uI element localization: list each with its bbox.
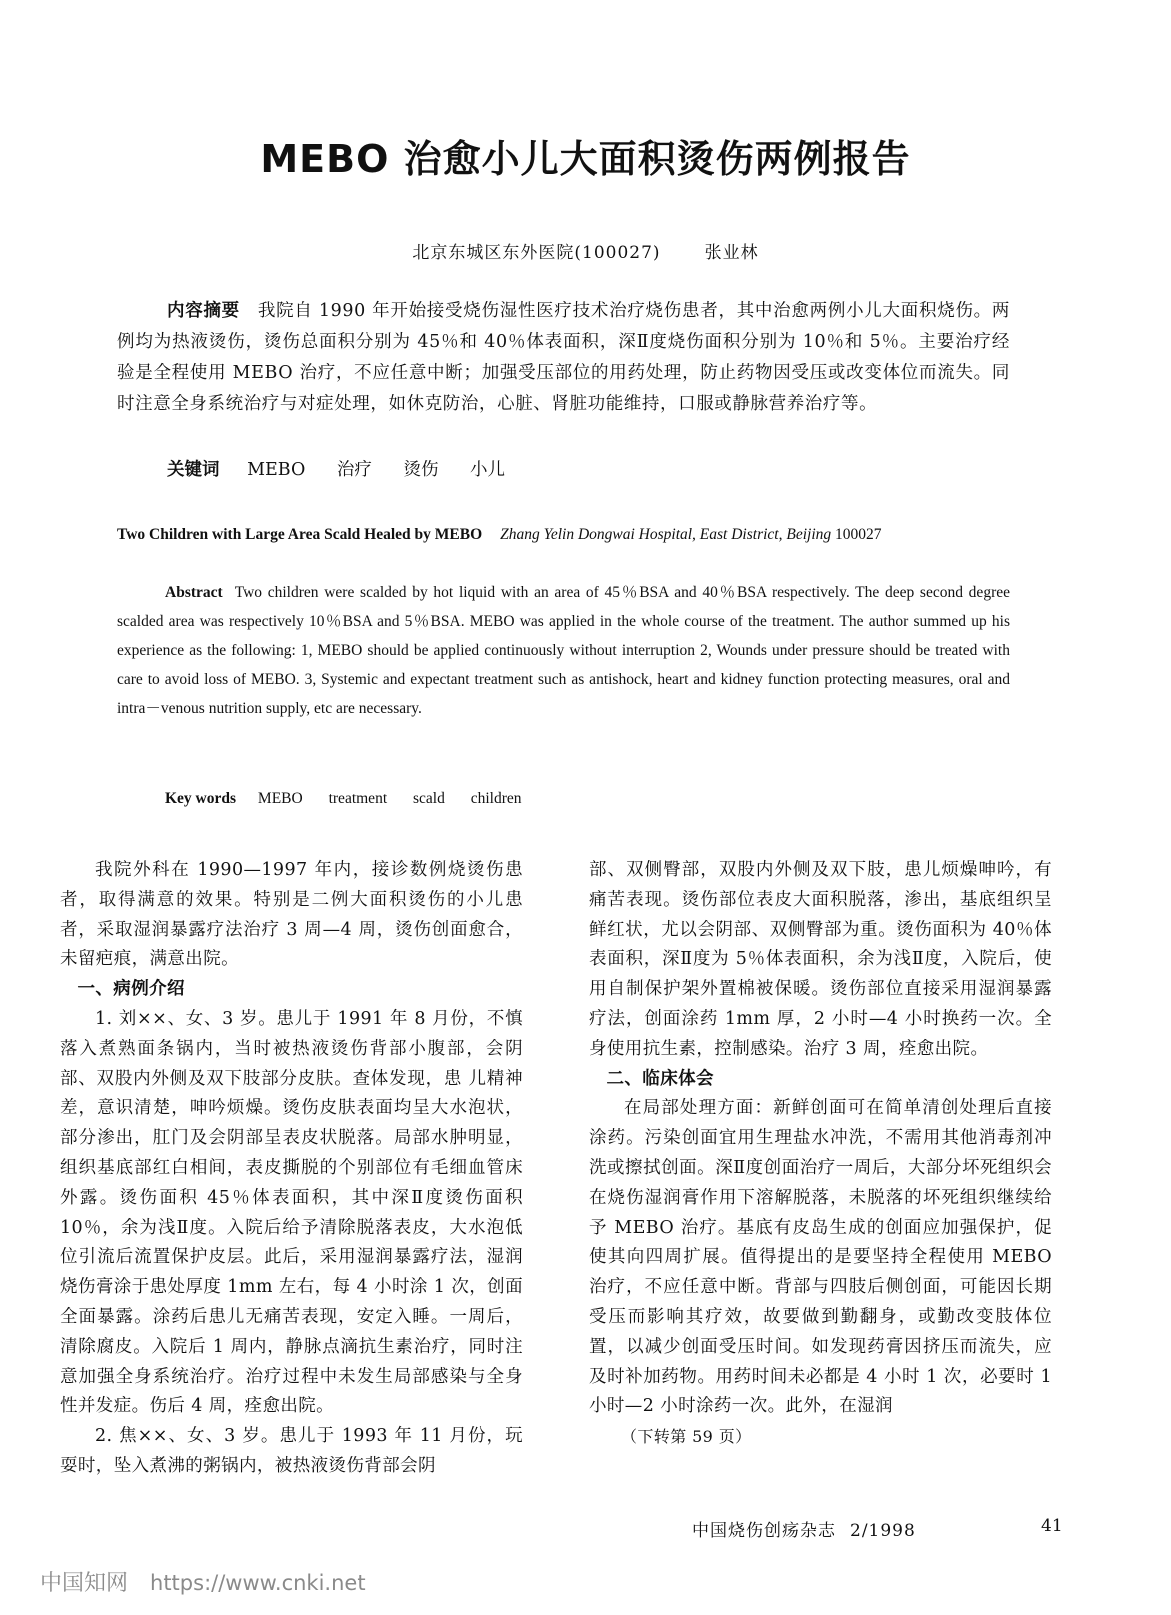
- english-postcode: 100027: [835, 526, 882, 543]
- body-right-column: [589, 856, 1052, 1452]
- keyword-cn: MEBO: [247, 460, 306, 480]
- keyword-en: children: [470, 790, 522, 807]
- abstract-en: [117, 578, 1010, 723]
- keywords-cn: [167, 456, 531, 481]
- section-heading-experience: 二、临床体会: [606, 1068, 714, 1089]
- journal-issue: 2/1998: [850, 1521, 916, 1541]
- keyword-cn: 小儿: [470, 460, 506, 480]
- author-name: 张业林: [704, 243, 759, 263]
- continued-note: （下转第 59 页）: [621, 1427, 752, 1447]
- cnki-logo-text: 中国知网: [40, 1571, 129, 1596]
- abstract-cn-text: 我院自 1990 年开始接受烧伤湿性医疗技术治疗烧伤患者，其中治愈两例小儿大面积烧伤。两例均为热液烫伤，烫伤总面积分别为 45％和 40％体表面积，深Ⅱ度烧伤面积分别为 10％和 5％。主要治疗经验是全程使用 MEBO 治疗，不应任意中断；加强受压部位的用药处理，防止药物因受压或改变体位而流失。同时注意全身系统治疗与对症处理，如休克防治，心脏、肾脏功能维持，口服或静脉营养治疗等。: [117, 301, 1010, 414]
- page-number: 41: [1041, 1516, 1063, 1536]
- keyword-en: treatment: [328, 790, 388, 807]
- abstract-cn-label: 内容摘要: [167, 301, 240, 321]
- journal-name: 中国烧伤创疡杂志: [692, 1521, 836, 1541]
- english-author-affiliation: Zhang Yelin Dongwai Hospital, East District, Beijing: [500, 526, 832, 543]
- keyword-cn: 治疗: [336, 460, 372, 480]
- keywords-en-label: Key words: [165, 790, 237, 807]
- english-title-line: [117, 520, 1010, 549]
- keyword-en: MEBO: [257, 790, 303, 807]
- english-title: Two Children with Large Area Scald Healed by MEBO: [117, 526, 483, 543]
- abstract-cn: [117, 296, 1010, 420]
- journal-footer: [692, 1516, 916, 1541]
- abstract-en-text: Two children were scalded by hot liquid with an area of 45％BSA and 40％BSA respectively. The deep second degree scalded area was respectively 10％BSA and 5％BSA. MEBO was applied in the whole course of the treatment. The author summed up his experience as the following: 1, MEBO should be applied continuously without interruption 2, Wounds under pressure should be treated with care to avoid loss of MEBO. 3, Systemic and expectant treatment such as antishock, heart and kidney function protecting measures, oral and intra－venous nutrition supply, etc are necessary.: [117, 584, 1010, 717]
- keyword-en: scald: [413, 790, 445, 807]
- body-left-column: [60, 856, 523, 1482]
- case-2-continued: 部、双侧臀部，双股内外侧及双下肢，患儿烦燥呻吟，有痛苦表现。烫伤部位表皮大面积脱落，渗出，基底组织呈鲜红状，尤以会阴部、双侧臀部为重。烫伤面积为 40％体表面积，深Ⅱ度为 5％体表面积，余为浅Ⅱ度，入院后，使用自制保护架外置棉被保暖。烫伤部位直接采用湿润暴露疗法，创面涂药 1mm 厚，2 小时—4 小时换药一次。全身使用抗生素，控制感染。治疗 3 周，痊愈出院。: [589, 860, 1052, 1059]
- affiliation: 北京东城区东外医院(100027): [412, 243, 661, 263]
- affiliation-line: [0, 238, 1171, 263]
- cnki-watermark: [40, 1566, 366, 1597]
- article-title: MEBO 治愈小儿大面积烫伤两例报告: [260, 137, 911, 181]
- abstract-en-label: Abstract: [165, 584, 223, 601]
- cnki-url: https://www.cnki.net: [150, 1571, 366, 1595]
- case-1-paragraph: 1. 刘××、女、3 岁。患儿于 1991 年 8 月份，不慎落入煮熟面条锅内，当时被热液烫伤背部小腹部，会阴部、双股内外侧及双下肢部分皮肤。查体发现，患 儿精神差，意识清楚，呻吟烦燥。烫伤皮肤表面均呈大水泡状，部分渗出，肛门及会阴部呈表皮状脱落。局部水肿明显，组织基底部红白相间，表皮撕脱的个别部位有毛细血管床外露。烫伤面积 45％体表面积，其中深Ⅱ度烫伤面积 10％，余为浅Ⅱ度。入院后给予清除脱落表皮，大水泡低位引流后流置保护皮层。此后，采用湿润暴露疗法，湿润烧伤膏涂于患处厚度 1mm 左右，每 4 小时涂 1 次，创面全面暴露。涂药后患儿无痛苦表现，安定入睡。一周后，清除腐皮。入院后 1 周内，静脉点滴抗生素治疗，同时注意加强全身系统治疗。治疗过程中未发生局部感染与全身性并发症。伤后 4 周，痊愈出院。: [60, 1008, 523, 1417]
- section-heading-cases: 一、病例介绍: [77, 979, 185, 1000]
- keyword-cn: 烫伤: [403, 460, 439, 480]
- intro-paragraph: 我院外科在 1990—1997 年内，接诊数例烧烫伤患者，取得满意的效果。特别是二例大面积烫伤的小儿患者，采取湿润暴露疗法治疗 3 周—4 周，烫伤创面愈合，未留疤痕，满意出院。: [60, 860, 523, 970]
- case-2-paragraph: 2. 焦××、女、3 岁。患儿于 1993 年 11 月份，玩耍时，坠入煮沸的粥锅内，被热液烫伤背部会阴: [60, 1426, 523, 1476]
- keywords-cn-label: 关键词: [167, 460, 220, 480]
- discussion-paragraph: 在局部处理方面：新鲜创面可在简单清创处理后直接涂药。污染创面宜用生理盐水冲洗，不需用其他消毒剂冲洗或擦拭创面。深Ⅱ度创面治疗一周后，大部分坏死组织会在烧伤湿润膏作用下溶解脱落，未脱落的坏死组织继续给予 MEBO 治疗。基底有皮岛生成的创面应加强保护，促使其向四周扩展。值得提出的是要坚持全程使用 MEBO 治疗，不应任意中断。背部与四肢后侧创面，可能因长期受压而影响其疗效，故要做到勤翻身，或勤改变肢体位置，以减少创面受压时间。如发现药膏因挤压而流失，应及时补加药物。用药时间未必都是 4 小时 1 次，必要时 1 小时—2 小时涂药一次。此外，在湿润: [589, 1098, 1052, 1417]
- keywords-en: [165, 790, 544, 808]
